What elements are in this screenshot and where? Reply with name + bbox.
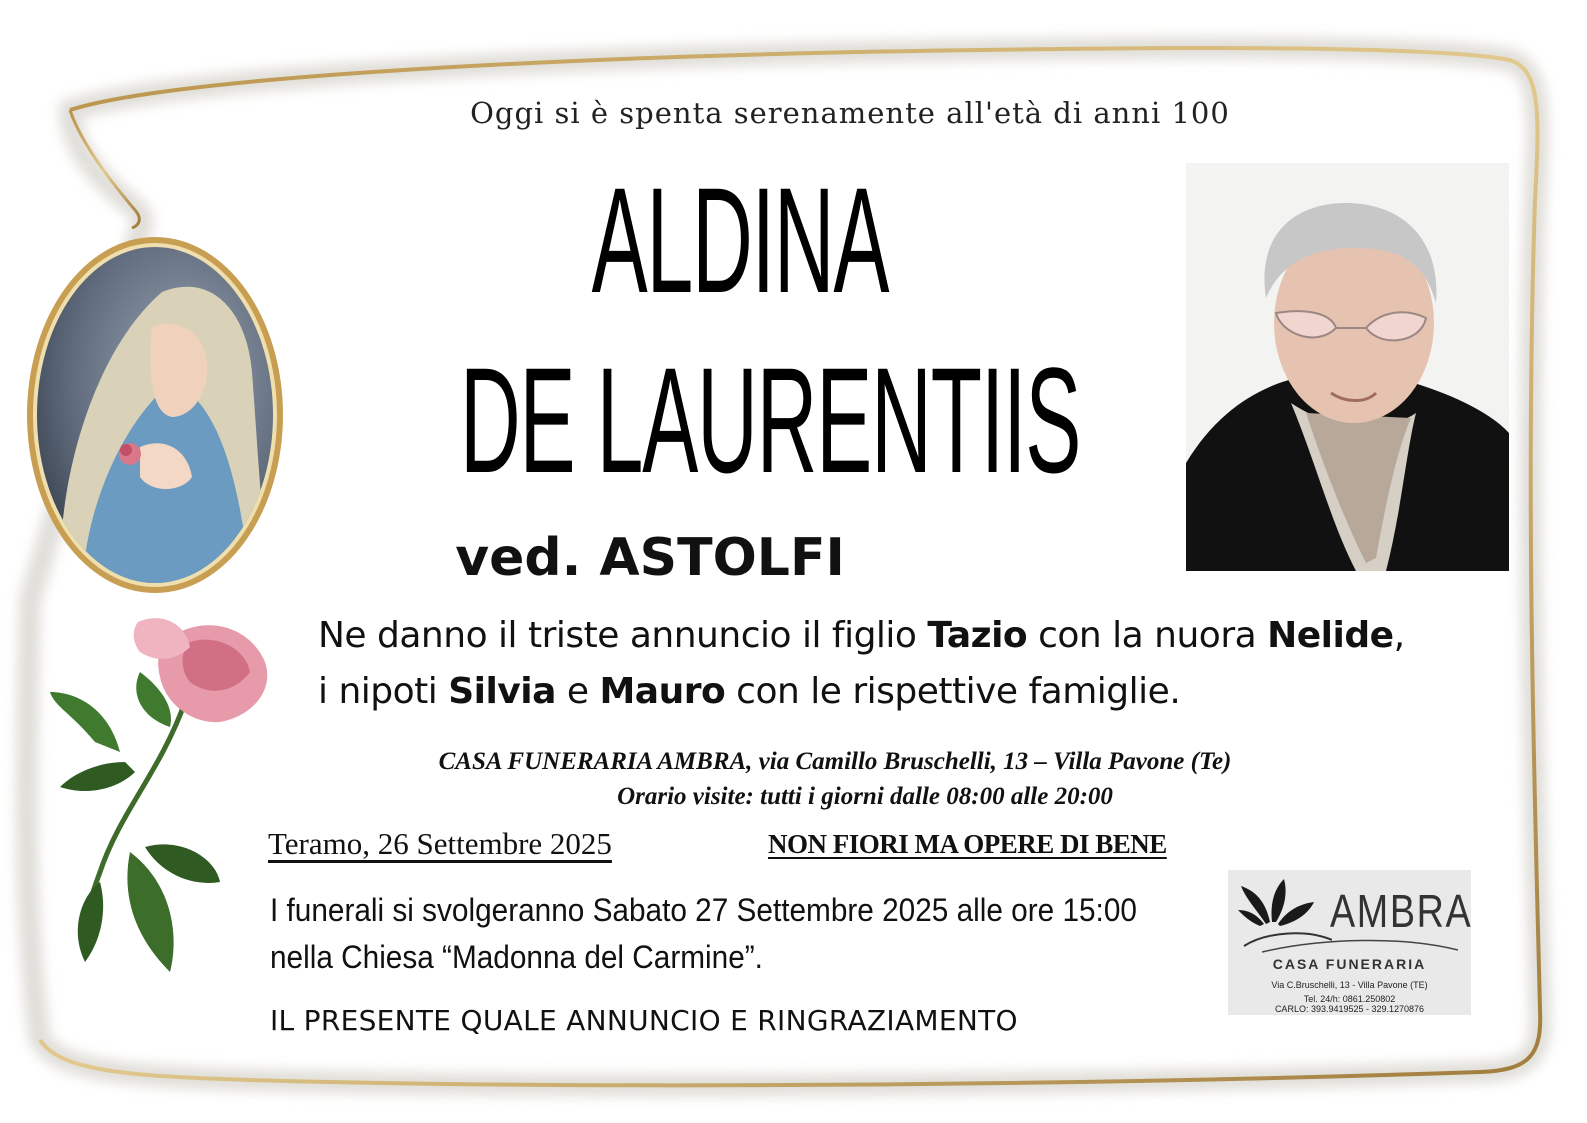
grandchild-name: Silvia [448,671,556,712]
announce-text: e [555,671,600,712]
announce-text: Ne danno il triste annuncio il figlio [318,615,928,656]
announcement-line-2 [318,664,1478,720]
announce-text: con la nuora [1027,615,1268,656]
portrait-photo [1186,163,1509,571]
announcement-text [318,608,1478,720]
no-flowers-note: NON FIORI MA OPERE DI BENE [768,829,1167,859]
funeral-info-line-1: I funerali si svolgeranno Sabato 27 Settembre 2025 alle ore 15:00 [270,892,1137,928]
rose-image [40,612,280,1002]
logo-tel: Tel. 24/h: 0861.250802 [1303,994,1396,1004]
logo-swoosh [1262,934,1458,956]
logo-subtitle: CASA FUNERARIA [1272,956,1427,972]
city-date: Teramo, 26 Settembre 2025 [268,826,612,861]
funeral-home-block [330,744,1340,814]
first-name: ALDINA [591,156,889,324]
grandchild-name: Mauro [599,671,726,712]
logo-phone [1232,994,1467,1014]
announce-text: , [1393,615,1405,656]
announce-text: i nipoti [318,671,449,712]
closing-text: IL PRESENTE QUALE ANNUNCIO E RINGRAZIAMENTO [270,1004,1018,1037]
madonna-image [22,232,288,598]
funeral-home-address: CASA FUNERARIA AMBRA, via Camillo Bruschelli, 13 – Villa Pavone (Te) [438,748,1232,775]
visiting-hours: Orario visite: tutti i giorni dalle 08:00 alle 20:00 [617,783,1113,810]
logo-brand: AMBRA [1330,885,1473,937]
announcement-line-1 [318,608,1478,664]
logo-address: Via C.Bruschelli, 13 - Villa Pavone (TE) [1271,980,1428,990]
intro-text: Oggi si è spenta serenamente all'età di anni 100 [470,96,1230,130]
son-name: Tazio [927,615,1028,656]
funeral-info-line-2: nella Chiesa “Madonna del Carmine”. [270,939,763,975]
funeral-info [270,887,1154,981]
announce-text: con le rispettive famiglie. [725,671,1181,712]
daughter-in-law-name: Nelide [1267,615,1394,656]
logo-mobile: CARLO: 393.9419525 - 329.1270876 [1274,1004,1425,1014]
last-name: DE LAURENTIIS [460,336,1081,504]
widow-of: ved. ASTOLFI [455,528,845,588]
